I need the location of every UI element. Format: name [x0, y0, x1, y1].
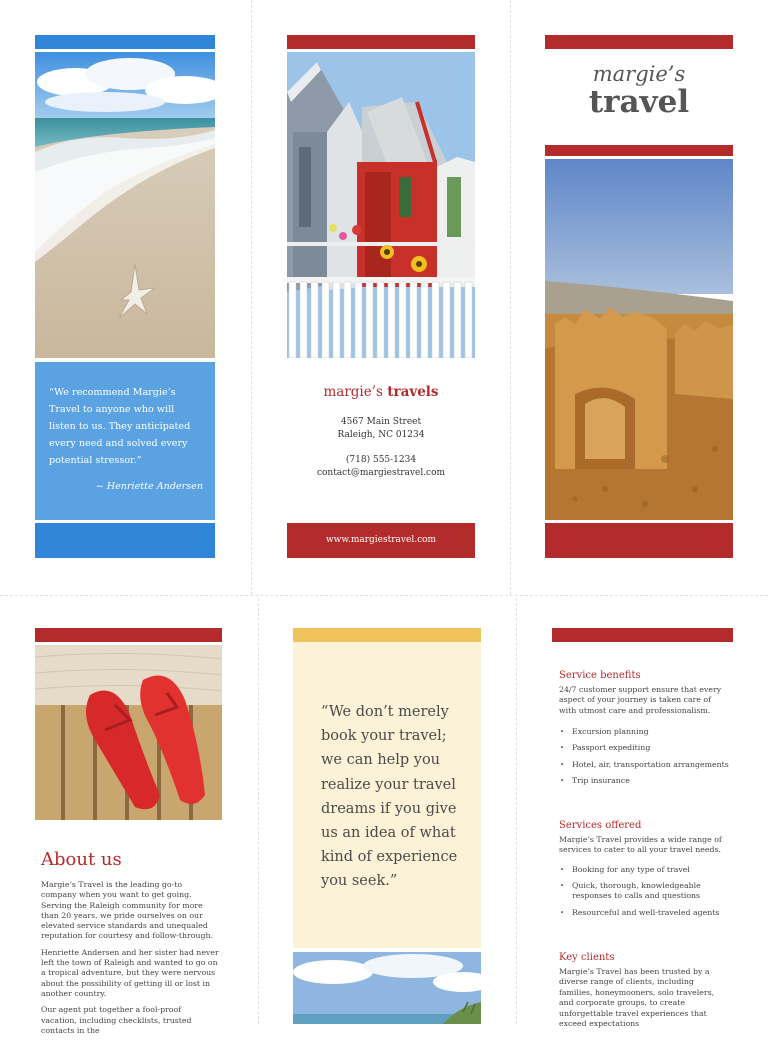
address-line1: 4567 Main Street [340, 417, 422, 427]
middle-quote-box [293, 642, 481, 948]
about-paragraph: Henriette Andersen and her sister had never left the town of Raleigh and wanted to go on a tropical adventure, but they were nervous about the possibility of getting ill or lost in another country. [41, 947, 219, 998]
brand-name [287, 384, 475, 400]
panel3-top-bar [545, 35, 733, 49]
key-clients-heading: Key clients [559, 952, 615, 963]
about-paragraph: Our agent put together a fool-proof vacation, including checklists, trusted contacts in the [41, 1005, 192, 1035]
beach-starfish-photo [35, 52, 215, 358]
list-item: • Excursion planning [559, 727, 729, 737]
about-title: About us [41, 849, 122, 870]
service-benefits-heading: Service benefits [559, 670, 641, 681]
panel3-divider-bar [545, 145, 733, 156]
phone-number: (718) 555-1234 [345, 455, 417, 465]
title-line1: margie’s [592, 62, 686, 86]
services-offered-section [559, 820, 729, 924]
website-link[interactable]: www.margiestravel.com [287, 523, 475, 558]
middle-quote: “We don’t merely book your travel; we can help you realize your travel dreams if you give us an idea of what kind of experience you seek.” [321, 704, 458, 890]
list-item: • Booking for any type of travel [559, 865, 729, 875]
page-divider [0, 595, 768, 596]
fold-line [510, 0, 511, 595]
list-item: • Quick, thorough, knowledgeable responses to calls and questions [559, 881, 729, 902]
brand-prefix: margie’s [323, 384, 383, 400]
service-benefits-list [559, 727, 729, 786]
panel2-top-bar [287, 35, 475, 49]
service-benefits-section [559, 670, 729, 792]
list-item: • Passport expediting [559, 743, 729, 753]
services-offered-text: Margie’s Travel provides a wide range of services to cater to all your travel needs. [559, 835, 722, 855]
email-address[interactable]: contact@margiestravel.com [316, 468, 446, 478]
service-benefits-text: 24/7 customer support ensure that every aspect of your journey is taken care of with utmost care and professionalism. [559, 685, 722, 715]
testimonial-author: ~ Henriette Andersen [95, 481, 203, 492]
beach-huts-photo [287, 52, 475, 358]
contact-block [287, 384, 475, 480]
panel3-bottom-bar [545, 523, 733, 558]
fold-line [258, 598, 259, 1024]
middle-top-bar [293, 628, 481, 642]
sandcastle-photo [545, 159, 733, 520]
flip-flops-photo [35, 645, 222, 820]
about-body [41, 880, 219, 1042]
beach-dunes-photo [293, 952, 481, 1024]
brand-suffix: travels [387, 384, 439, 400]
key-clients-text: Margie’s Travel has been trusted by a diverse range of clients, including families, honeymooners, solo travelers, and corporate groups, to create unforgettable travel experiences that exceed expectations [559, 967, 715, 1029]
brochure-title [545, 62, 733, 118]
services-top-bar [552, 628, 733, 642]
about-paragraph: Margie’s Travel is the leading go-to company when you want to get going. Serving the Raleigh community for more than 20 years, we pride ourselves on our elevated service standards and unequaled reputation for courtesy and follow-through. [41, 880, 213, 941]
address-line2: Raleigh, NC 01234 [337, 430, 425, 440]
services-offered-heading: Services offered [559, 820, 642, 831]
list-item: • Resourceful and well-traveled agents [559, 908, 729, 918]
title-line2: travel [588, 84, 690, 120]
services-offered-list [559, 865, 729, 918]
list-item: • Trip insurance [559, 776, 729, 786]
testimonial-quote: “We recommend Margie’s Travel to anyone who will listen to us. They anticipated every need and solved every potential stressor.” [49, 387, 191, 466]
about-top-bar [35, 628, 222, 642]
panel1-bottom-bar [35, 523, 215, 558]
panel1-top-bar [35, 35, 215, 49]
key-clients-section [559, 952, 729, 1029]
list-item: • Hotel, air, transportation arrangements [559, 760, 729, 770]
fold-line [251, 0, 252, 595]
fold-line [516, 598, 517, 1024]
testimonial-box [35, 362, 215, 520]
